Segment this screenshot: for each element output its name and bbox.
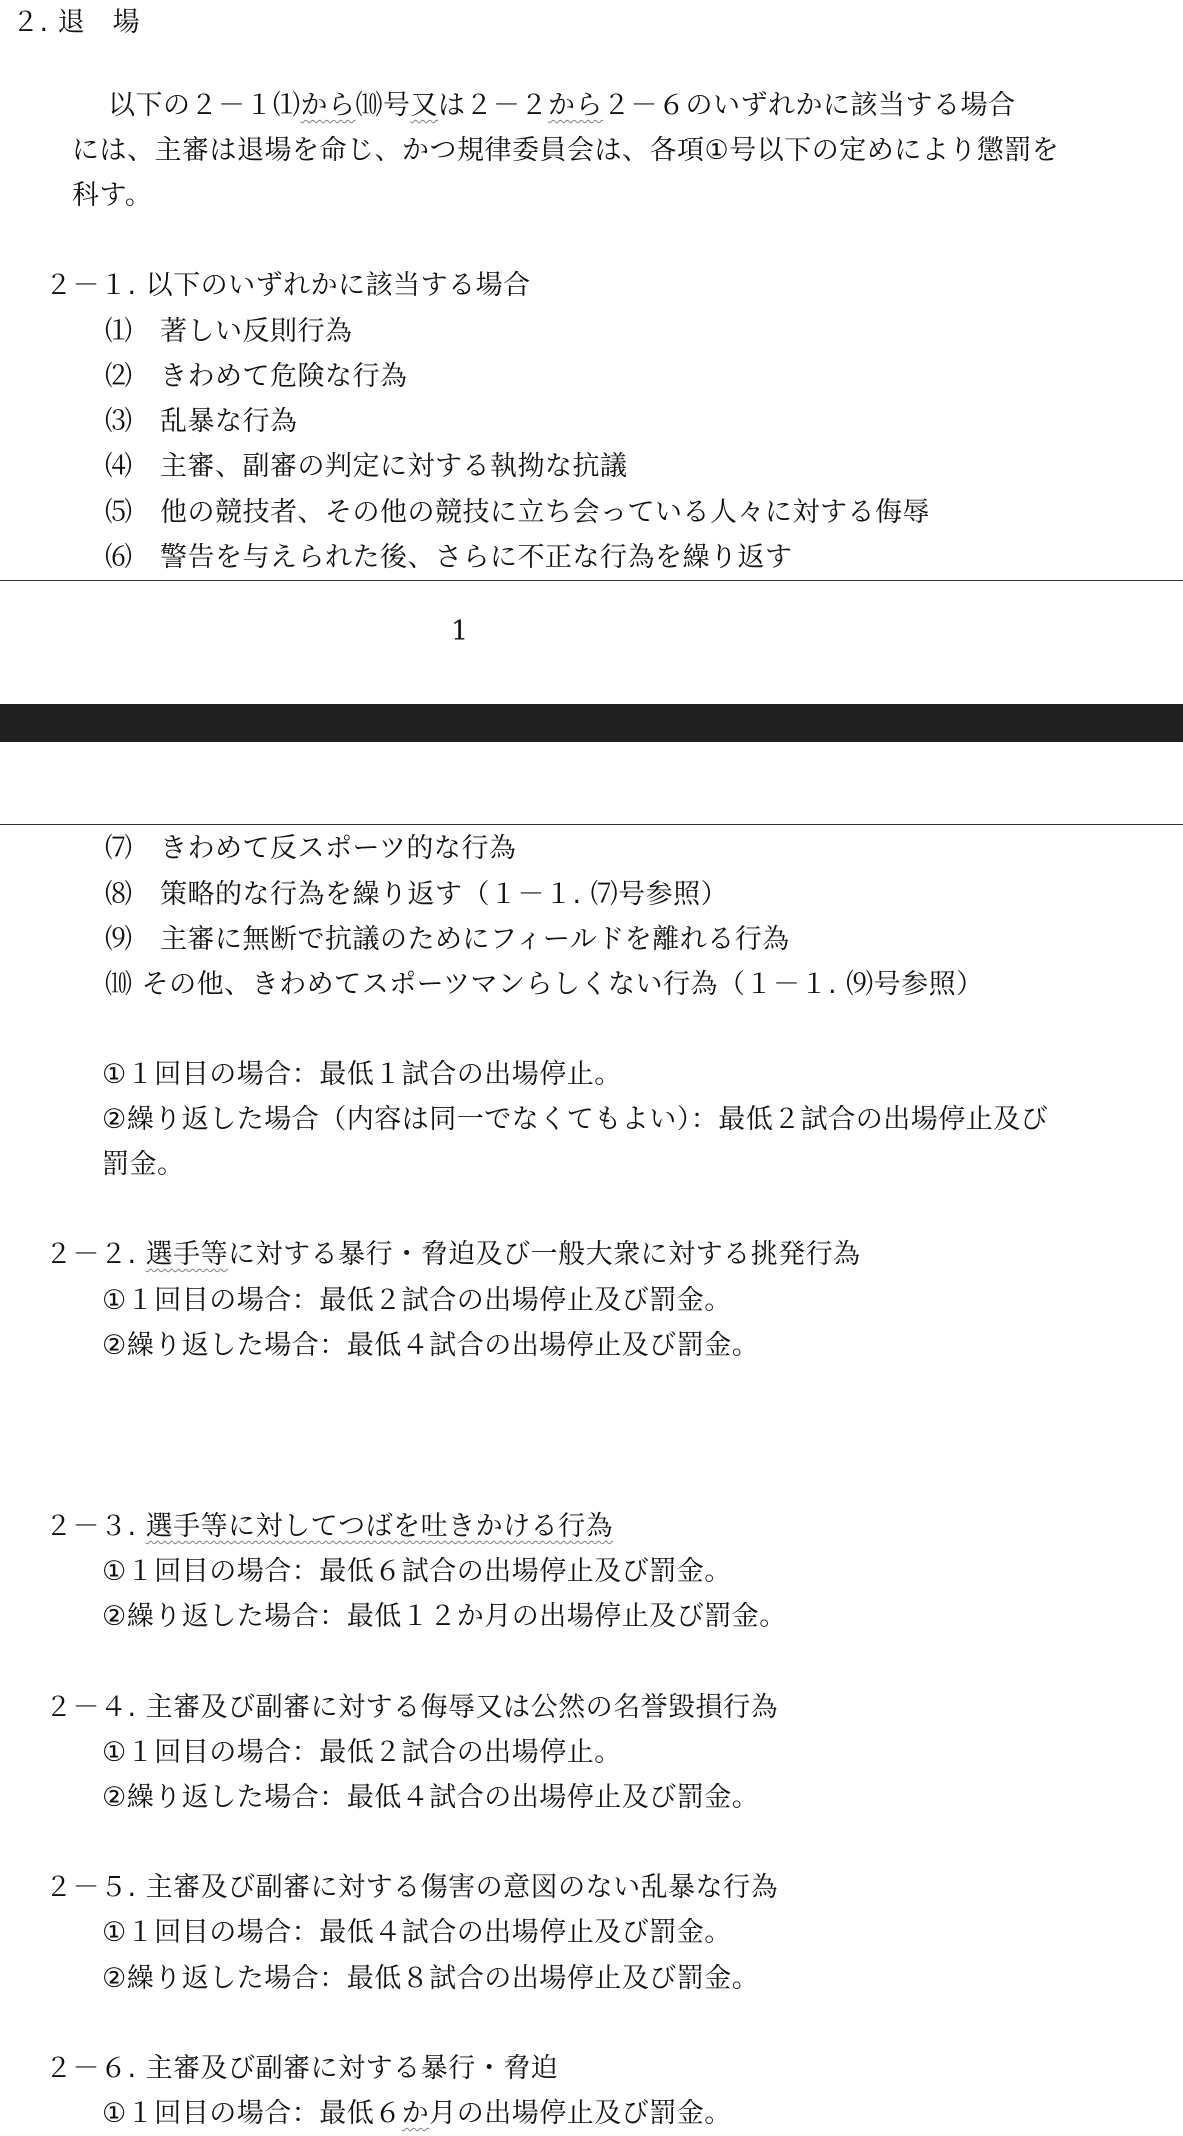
page-gap [0,704,1183,742]
list-item: ⑽ その他、きわめてスポーツマンらしくない行為（１－１. ⑼号参照） [105,969,984,1000]
section-2-3-title: ２－３. 選手等に対してつばを吐きかける行為 [45,1511,614,1542]
penalty-first: ①１回目の場合：最低２試合の出場停止及び罰金。 [102,1285,732,1316]
penalty-first: ①１回目の場合：最低２試合の出場停止。 [102,1737,622,1768]
list-item: ⑺ きわめて反スポーツ的な行為 [105,833,517,864]
section-2-5-title: ２－５. 主審及び副審に対する傷害の意図のない乱暴な行為 [45,1872,779,1903]
penalty-first: ①１回目の場合：最低６試合の出場停止及び罰金。 [102,1556,732,1587]
header-divider [0,824,1183,825]
list-item: ⑸ 他の競技者、その他の競技に立ち会っている人々に対する侮辱 [105,497,930,528]
intro-line-3: 科す。 [72,180,153,211]
list-item: ⑷ 主審、副審の判定に対する執拗な抗議 [105,451,628,482]
intro-line-2: には、主審は退場を命じ、かつ規律委員会は、各項①号以下の定めにより懲罰を [72,135,1060,166]
penalty-repeat: ②繰り返した場合：最低１２か月の出場停止及び罰金。 [102,1601,787,1632]
penalty-repeat-line-1: ②繰り返した場合（内容は同一でなくてもよい）：最低２試合の出場停止及び [102,1104,1049,1135]
list-item: ⑶ 乱暴な行為 [105,406,298,437]
penalty-repeat: ②繰り返した場合：最低４試合の出場停止及び罰金。 [102,1330,760,1361]
page-number: 1 [451,616,469,647]
list-item: ⑵ きわめて危険な行為 [105,361,408,392]
penalty-repeat: ②繰り返した場合：最低８試合の出場停止及び罰金。 [102,1963,760,1994]
list-item: ⑴ 著しい反則行為 [105,316,353,347]
list-item: ⑻ 策略的な行為を繰り返す（１－１. ⑺号参照） [105,879,729,910]
section-2-6-title: ２－６. 主審及び副審に対する暴行・脅迫 [45,2053,559,2084]
penalty-repeat: ②繰り返した場合：最低４試合の出場停止及び罰金。 [102,1782,760,1813]
list-item: ⑼ 主審に無断で抗議のためにフィールドを離れる行為 [105,924,790,955]
section-2-2-title: ２－２. 選手等に対する暴行・脅迫及び一般大衆に対する挑発行為 [45,1239,861,1270]
penalty-repeat-line-2: 罰金。 [102,1149,185,1180]
penalty-first: ①１回目の場合：最低１試合の出場停止。 [102,1059,622,1090]
section-2-1-title: ２－１. 以下のいずれかに該当する場合 [45,270,531,301]
document-page-1 [0,0,1183,704]
intro-line-1: 以下の２－１⑴から⑽号又は２－２から２－６のいずれかに該当する場合 [108,90,1016,121]
document-page-2 [0,742,1183,2136]
list-item: ⑹ 警告を与えられた後、さらに不正な行為を繰り返す [105,542,793,573]
footer-divider [0,580,1183,581]
penalty-first: ①１回目の場合：最低６か月の出場停止及び罰金。 [102,2098,732,2129]
section-2-4-title: ２－４. 主審及び副審に対する侮辱又は公然の名誉毀損行為 [45,1692,779,1723]
section-heading: ２. 退 場 [12,7,141,38]
penalty-first: ①１回目の場合：最低４試合の出場停止及び罰金。 [102,1917,732,1948]
